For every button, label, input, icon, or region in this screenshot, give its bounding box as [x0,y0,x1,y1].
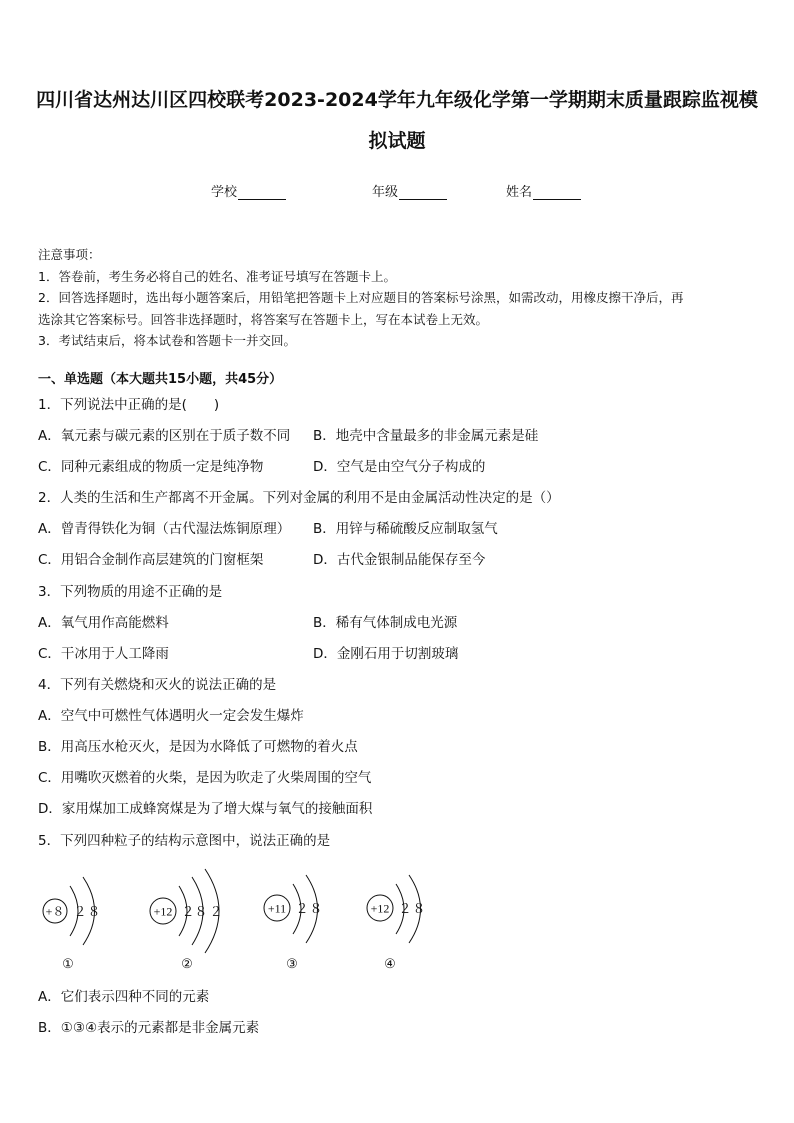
option-b[interactable]: B．①③④表示的元素都是非金属元素 [38,1020,260,1036]
name-field[interactable] [506,181,581,200]
note-item: 选涂其它答案标号。回答非选择题时，将答案写在答题卡上，写在本试卷上无效。 [38,311,489,327]
question-stem: 2．人类的生活和生产都离不开金属。下列对金属的利用不是由金属活动性决定的是（） [38,490,560,506]
shell-electrons: ８ [87,904,101,919]
option-a[interactable]: A．空气中可燃性气体遇明火一定会发生爆炸 [38,708,304,724]
atom-diagram-4 [367,875,426,971]
option-b[interactable]: B．稀有气体制成电光源 [313,615,458,631]
school-label: 学校 [211,185,238,200]
student-info-row [0,181,794,201]
note-item: 1．答卷前，考生务必将自己的姓名、准考证号填写在答题卡上。 [38,268,396,284]
name-label: 姓名 [506,185,533,200]
option-d[interactable]: D．家用煤加工成蜂窝煤是为了增大煤与氧气的接触面积 [38,801,373,817]
question-stem: 3．下列物质的用途不正确的是 [38,584,223,600]
shell-electrons: ２ [209,904,223,919]
atomic-structure-figure [30,862,450,980]
diagram-label: ③ [286,956,298,971]
option-b[interactable]: B．用锌与稀硫酸反应制取氢气 [313,521,498,537]
shell-electrons: ２ [295,901,309,916]
option-d[interactable]: D．金刚石用于切割玻璃 [313,646,459,662]
shell-electrons: ２ [398,901,412,916]
option-b[interactable]: B．用高压水枪灭火，是因为水降低了可燃物的着火点 [38,739,358,755]
option-c[interactable]: C．用嘴吹灭燃着的火柴，是因为吹走了火柴周围的空气 [38,770,372,786]
name-blank[interactable] [533,185,581,200]
shell-electrons: ２ [181,904,195,919]
nucleus-charge: +12 [370,901,390,916]
option-a[interactable]: A．它们表示四种不同的元素 [38,989,210,1005]
grade-blank[interactable] [399,185,447,200]
section-title: 一、单选题（本大题共15小题，共45分） [38,372,283,387]
school-field[interactable] [211,181,286,200]
shell-electrons: ８ [309,901,323,916]
diagram-label: ② [181,956,193,971]
atom-diagram-1 [43,877,101,971]
grade-label: 年级 [372,185,399,200]
page-title: 四川省达州达川区四校联考2023-2024学年九年级化学第一学期期末质量跟踪监视模 [36,89,758,111]
atom-diagram-2 [150,869,223,971]
diagram-label: ① [62,956,74,971]
shell-electrons: ８ [412,901,426,916]
option-d[interactable]: D．古代金银制品能保存至今 [313,552,486,568]
option-a[interactable]: A．曾青得铁化为铜（古代湿法炼铜原理） [38,521,291,537]
grade-field[interactable] [372,181,447,200]
atom-diagram-3 [264,875,323,971]
shell-electrons: ２ [73,904,87,919]
option-d[interactable]: D．空气是由空气分子构成的 [313,459,486,475]
page-title-continued: 拟试题 [368,130,426,152]
question-stem: 4．下列有关燃烧和灭火的说法正确的是 [38,677,277,693]
notes-heading: 注意事项： [38,247,101,262]
diagram-label: ④ [384,956,396,971]
atomic-structure-diagrams [30,862,450,980]
exam-notes [38,244,762,352]
note-item: 2．回答选择题时，选出每小题答案后，用铅笔把答题卡上对应题目的答案标号涂黑，如需改动，用橡皮擦干净后，再 [38,290,684,305]
shell-electrons: ８ [194,904,208,919]
school-blank[interactable] [238,185,286,200]
option-a[interactable]: A．氧气用作高能燃料 [38,615,169,631]
option-c[interactable]: C．干冰用于人工降雨 [38,646,169,662]
option-a[interactable]: A．氧元素与碳元素的区别在于质子数不同 [38,428,291,444]
option-c[interactable]: C．同种元素组成的物质一定是纯净物 [38,459,264,475]
note-item: 3．考试结束后，将本试卷和答题卡一并交回。 [38,333,296,348]
question-stem: 1．下列说法中正确的是( ) [38,397,220,413]
question-stem: 5．下列四种粒子的结构示意图中，说法正确的是 [38,833,331,849]
nucleus-charge: +12 [153,904,173,919]
nucleus-charge: +11 [267,901,287,916]
option-c[interactable]: C．用铝合金制作高层建筑的门窗框架 [38,552,264,568]
nucleus-charge: +８ [45,904,65,919]
option-b[interactable]: B．地壳中含量最多的非金属元素是硅 [313,428,539,444]
